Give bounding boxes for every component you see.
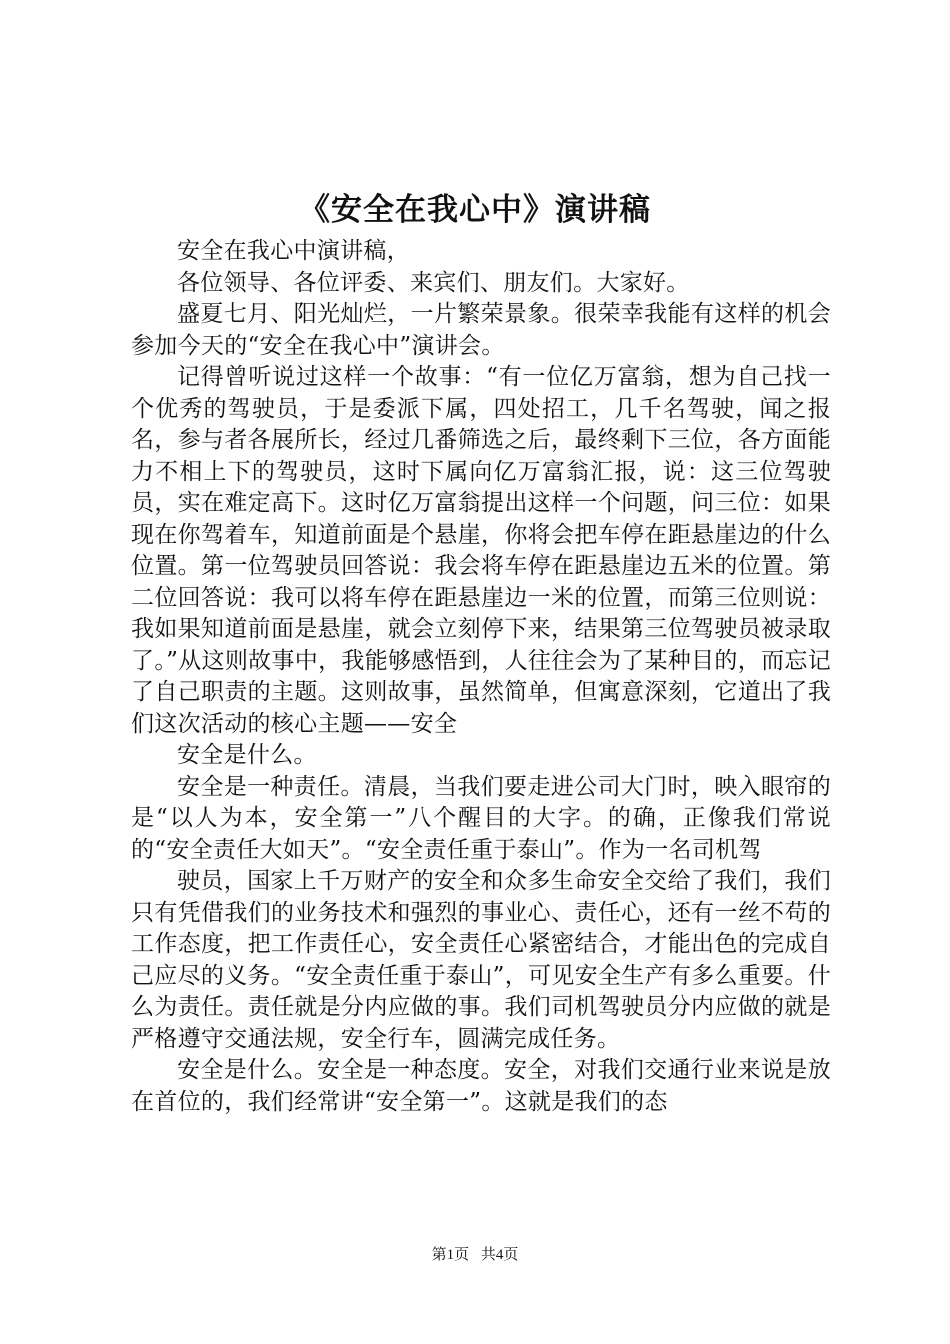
page-footer: [0, 1243, 950, 1267]
paragraph-driver-duty: 驶员，国家上千万财产的安全和众多生命安全交给了我们，我们只有凭借我们的业务技术和强烈的事业心、责任心，还有一丝不苟的工作态度，把工作责任心，安全责任心紧密结合，才能出色的完成自己应尽的义务。“安全责任重于泰山”，可见安全生产有多么重要。什么为责任。责任就是分内应做的事。我们司机驾驶员分内应做的就是严格遵守交通法规，安全行车，圆满完成任务。: [131, 868, 831, 1052]
paragraph-responsibility: 安全是一种责任。清晨，当我们要走进公司大门时，映入眼帘的是“以人为本，安全第一”八个醒目的大字。的确，正像我们常说的“安全责任大如天”。“安全责任重于泰山”。作为一名司机驾: [131, 773, 831, 863]
document-body: [131, 236, 831, 1118]
paragraph-greeting-title: 安全在我心中演讲稿，: [177, 238, 410, 264]
paragraph-opening: 盛夏七月、阳光灿烂，一片繁荣景象。很荣幸我能有这样的机会参加今天的“安全在我心中”演讲会。: [131, 301, 831, 359]
paragraph-salutation: 各位领导、各位评委、来宾们、朋友们。大家好。: [177, 269, 690, 296]
page-total: 共4页: [480, 1247, 519, 1263]
paragraph-story: 记得曾听说过这样一个故事：“有一位亿万富翁，想为自己找一个优秀的驾驶员，于是委派下属，四处招工，几千名驾驶，闻之报名，参与者各展所长，经过几番筛选之后，最终剩下三位，各方面能力不相上下的驾驶员，这时下属向亿万富翁汇报，说：这三位驾驶员，实在难定高下。这时亿万富翁提出这样一个问题，问三位：如果现在你驾着车，知道前面是个悬崖，你将会把车停在距悬崖边的什么位置。第一位驾驶员回答说：我会将车停在距悬崖边五米的位置。第二位回答说：我可以将车停在距悬崖边一米的位置，而第三位则说：我如果知道前面是悬崖，就会立刻停下来，结果第三位驾驶员被录取了。”从这则故事中，我能够感悟到，人往往会为了某种目的，而忘记了自己职责的主题。这则故事，虽然简单，但寓意深刻，它道出了我们这次活动的核心主题——安全: [131, 364, 831, 737]
paragraph-attitude: 安全是什么。安全是一种态度。安全，对我们交通行业来说是放在首位的，我们经常讲“安全第一”。这就是我们的态: [131, 1057, 831, 1115]
page-number: 第1页: [431, 1247, 470, 1263]
paragraph-what-is-safety: 安全是什么。: [177, 742, 317, 768]
document-title: 《安全在我心中》演讲稿: [299, 192, 651, 228]
